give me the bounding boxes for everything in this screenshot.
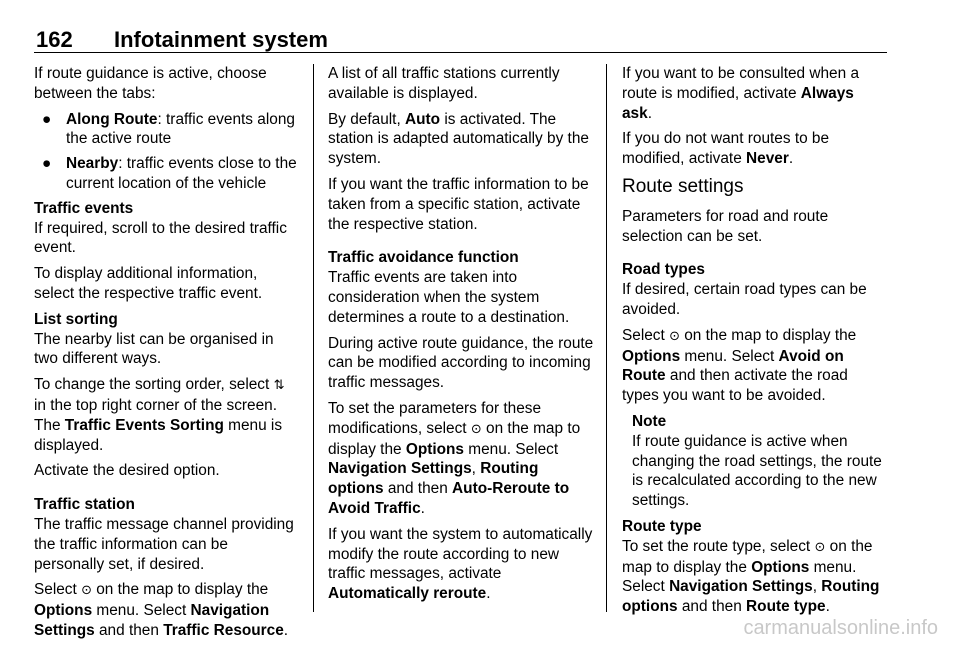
column-1 [34,64,300,647]
column-divider [313,64,314,612]
paragraph: During active route guidance, the route can be modified according to incoming traffic messages. [328,334,594,392]
section-heading: List sorting [34,310,118,328]
paragraph: Activate the desired option. [34,462,220,480]
section-heading: Road types [622,261,705,279]
header-rule [34,52,887,53]
paragraph: To set the route type, select ⊙ on the map to display the Options menu. Select Navigation Settings, Routing options and then Route type. [622,537,880,616]
page-title: Infotainment system [114,27,328,52]
paragraph: Parameters for road and route selection can be set. [622,207,829,245]
section-title: Route settings [622,175,744,197]
options-icon: ⊙ [470,421,482,437]
paragraph: If you want the traffic information to be taken from a specific station, activate the respective station. [328,175,589,233]
note-text: If route guidance is active when changing the road settings, the route is recalculated according to the new settings. [632,432,882,510]
paragraph: The nearby list can be organised in two different ways. [34,330,274,368]
options-icon: ⊙ [669,328,680,344]
bullet-icon: ● [42,110,52,128]
column-3 [622,64,888,623]
intro-paragraph: If route guidance is active, choose between the tabs: [34,65,267,102]
note-heading: Note [632,412,667,430]
paragraph: By default, Auto is activated. The station is adapted automatically by the system. [328,110,589,168]
paragraph: Select ⊙ on the map to display the Options menu. Select Navigation Settings and then Traffic Resource. [34,581,289,639]
paragraph: The traffic message channel providing the traffic information can be personally set, if desired. [34,515,294,573]
column-divider [606,64,607,612]
paragraph: Traffic events are taken into consideration when the system determines a route to a destination. [328,269,570,326]
options-icon: ⊙ [814,539,826,555]
list-item: ● Nearby: traffic events close to the current location of the vehicle [42,155,297,192]
paragraph: To display additional information, select the respective traffic event. [34,265,263,302]
paragraph: If required, scroll to the desired traffic event. [34,219,287,257]
paragraph: If desired, certain road types can be avoided. [622,281,867,318]
watermark: carmanualsonline.info [743,617,938,639]
list-item: ● Along Route: traffic events along the active route [42,110,295,148]
section-heading: Traffic avoidance function [328,249,519,267]
sort-arrows-icon: ⇅ [273,378,285,394]
paragraph: If you want the system to automatically modify the route according to new traffic messages, activate Automatically reroute. [328,525,593,603]
bullet-icon: ● [42,155,52,173]
options-icon: ⊙ [81,583,92,599]
section-heading: Traffic events [34,199,134,217]
paragraph: If you do not want routes to be modified, activate Never. [622,130,830,168]
page-number: 162 [36,27,73,52]
paragraph: Select ⊙ on the map to display the Options menu. Select Avoid on Route and then activate the road types you want to be avoided. [622,326,857,405]
tab-list [34,110,300,194]
note-box [622,412,888,511]
paragraph: To change the sorting order, select ⇅ in the top right corner of the screen. The Traffic Events Sorting menu is displayed. [34,376,285,454]
section-heading: Route type [622,517,702,535]
section-heading: Traffic station [34,496,135,514]
paragraph: A list of all traffic stations currently available is displayed. [328,65,560,102]
paragraph: To set the parameters for these modifications, select ⊙ on the map to display the Options menu. Select Navigation Settings, Routing options and then Auto-Reroute to Avoid Traffic. [328,399,581,517]
column-2 [328,64,594,610]
paragraph: If you want to be consulted when a route is modified, activate Always ask. [622,65,859,122]
